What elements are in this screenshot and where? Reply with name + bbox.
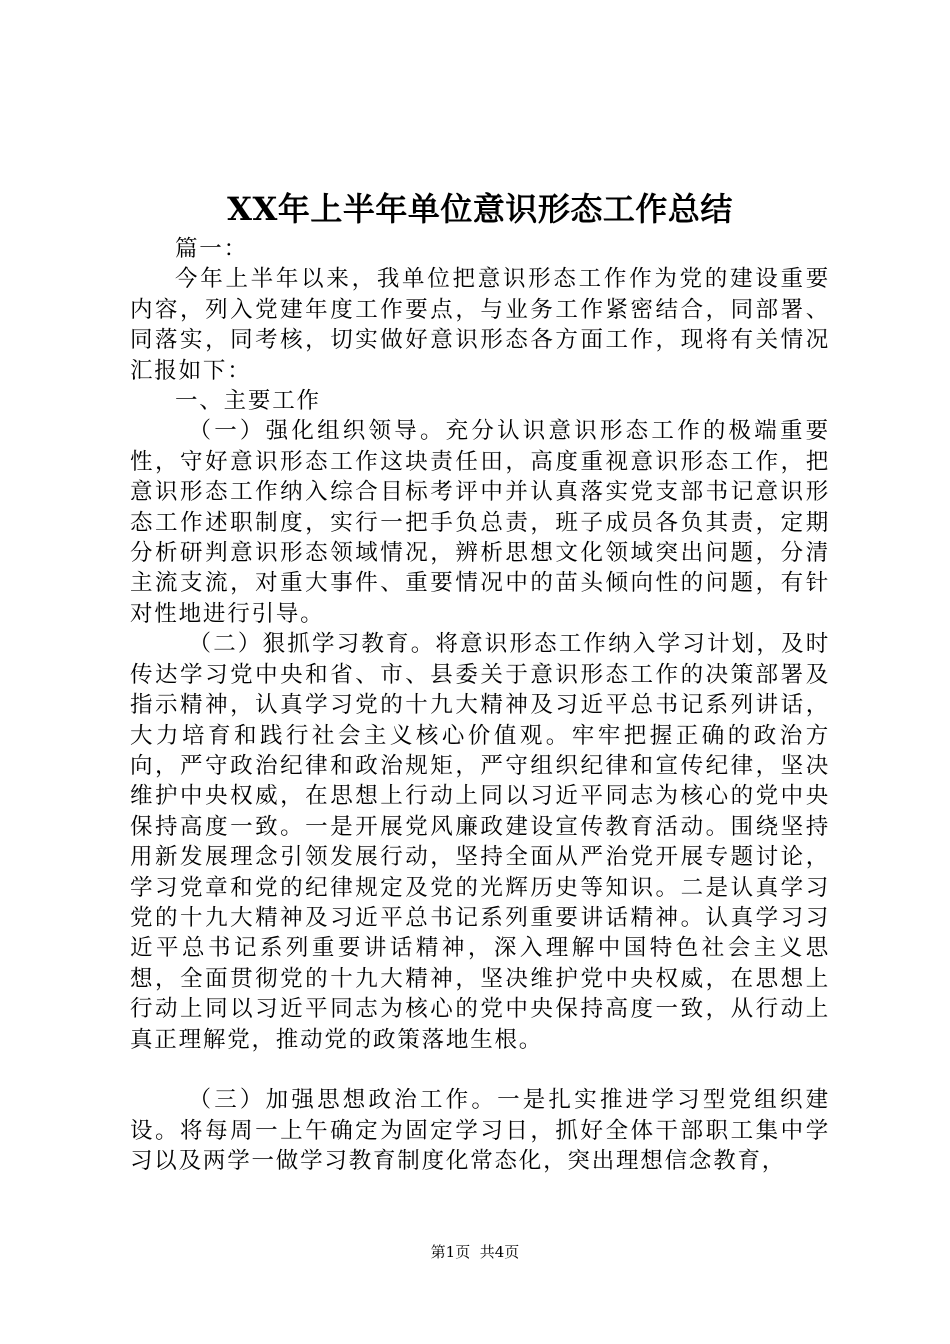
page-total: 共4页 — [479, 1243, 520, 1261]
document-body — [130, 234, 830, 1177]
section-heading: 一、主要工作 — [175, 388, 321, 415]
section-label: 篇一： — [175, 236, 248, 262]
document-title: XX年上半年单位意识形态工作总结 — [227, 190, 733, 228]
paragraph-organization-leadership: （一）强化组织领导。充分认识意识形态工作的极端重要性，守好意识形态工作这块责任田，高度重视意识形态工作，把意识形态工作纳入综合目标考评中并认真落实党支部书记意识形态工作述职制度，实行一把手负总责，班子成员各负其责，定期分析研判意识形态领域情况，辨析思想文化领域突出问题，分清主流支流，对重大事件、重要情况中的苗头倾向性的问题，有针对性地进行引导。 — [130, 418, 830, 627]
paragraph-study-education: （二）狠抓学习教育。将意识形态工作纳入学习计划，及时传达学习党中央和省、市、县委关于意识形态工作的决策部署及指示精神，认真学习党的十九大精神及习近平总书记系列讲话，大力培育和践行社会主义核心价值观。牢牢把握正确的政治方向，严守政治纪律和政治规矩，严守组织纪律和宣传纪律，坚决维护中央权威，在思想上行动上同以习近平同志为核心的党中央保持高度一致。一是开展党风廉政建设宣传教育活动。围绕坚持用新发展理念引领发展行动，坚持全面从严治党开展专题讨论，学习党章和党的纪律规定及党的光辉历史等知识。二是认真学习党的十九大精神及习近平总书记系列重要讲话精神。认真学习习近平总书记系列重要讲话精神，深入理解中国特色社会主义思想，全面贯彻党的十九大精神，坚决维护党中央权威，在思想上行动上同以习近平同志为核心的党中央保持高度一致，从行动上真正理解党，推动党的政策落地生根。 — [130, 631, 830, 1053]
paragraph-ideological-work: （三）加强思想政治工作。一是扎实推进学习型党组织建设。将每周一上午确定为固定学习日，抓好全体干部职工集中学习以及两学一做学习教育制度化常态化，突出理想信念教育， — [130, 1087, 830, 1175]
page-footer — [0, 1242, 950, 1262]
page-number: 第1页 — [430, 1243, 471, 1261]
intro-paragraph: 今年上半年以来，我单位把意识形态工作作为党的建设重要内容，列入党建年度工作要点，与业务工作紧密结合，同部署、同落实，同考核，切实做好意识形态各方面工作，现将有关情况汇报如下： — [130, 266, 830, 384]
